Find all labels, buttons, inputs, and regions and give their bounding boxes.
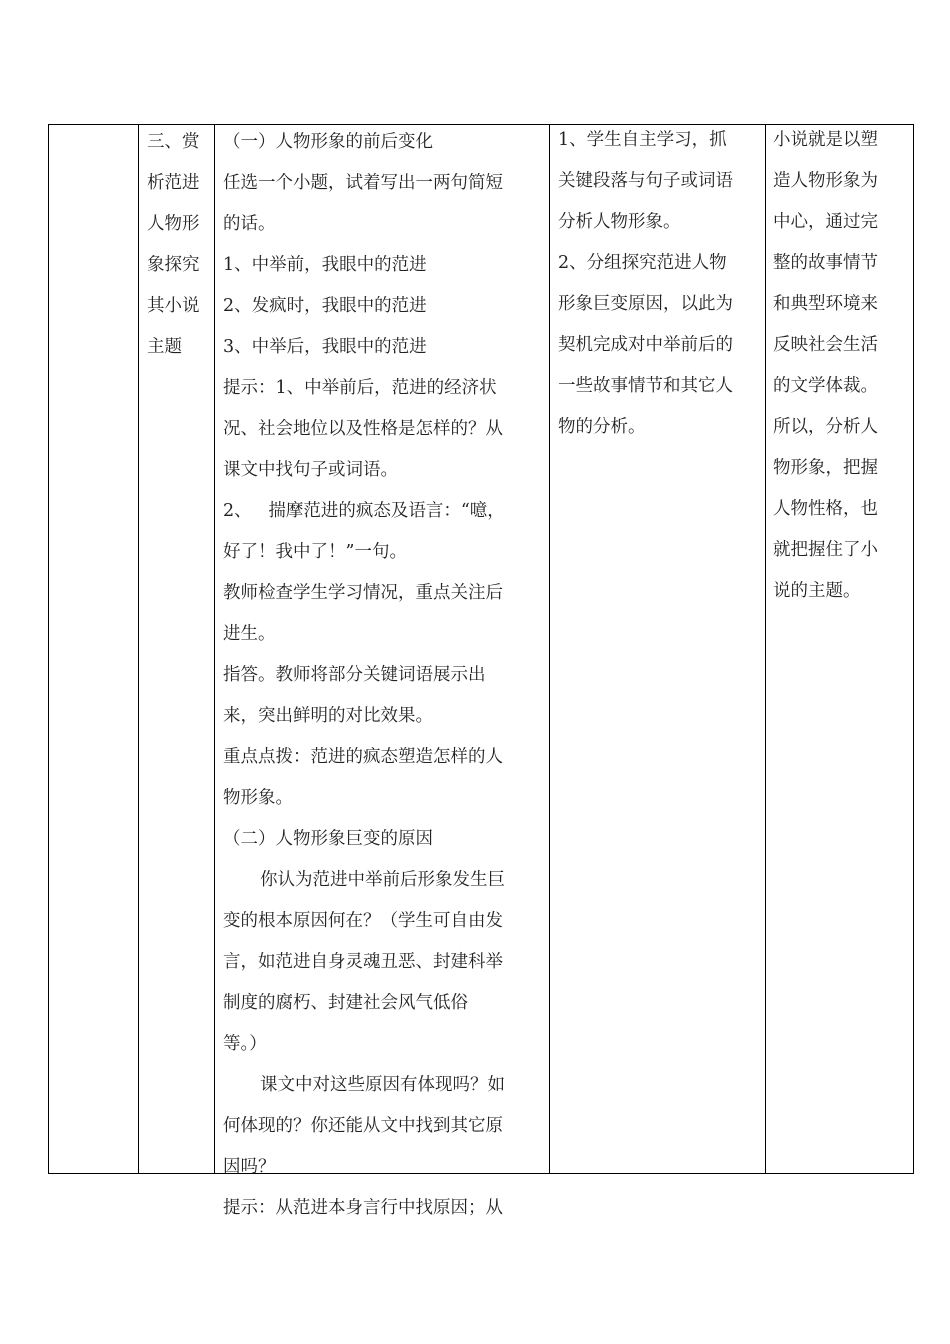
intent-line: 物形象，把握 <box>773 458 878 478</box>
teacher-line: 你认为范进中举前后形象发生巨 <box>260 870 505 890</box>
stage-line: 主题 <box>147 337 182 357</box>
column-divider <box>765 125 766 1173</box>
teacher-line: 等。） <box>223 1034 267 1054</box>
teacher-line: 提示：1、中举前后，范进的经济状 <box>223 378 497 398</box>
student-line: 1、学生自主学习，抓 <box>558 130 727 150</box>
stage-line: 其小说 <box>147 296 200 316</box>
intent-line: 和典型环境来 <box>773 294 878 314</box>
teacher-line: 制度的腐朽、封建社会风气低俗 <box>223 993 468 1013</box>
intent-line: 所以，分析人 <box>773 417 878 437</box>
teacher-activity-cell <box>223 122 543 1218</box>
teacher-line: 言，如范进自身灵魂丑恶、封建科举 <box>223 952 503 972</box>
student-line: 关键段落与句子或词语 <box>558 171 733 191</box>
teacher-line: （一）人物形象的前后变化 <box>223 132 433 152</box>
column-divider <box>549 125 550 1173</box>
teacher-line: （二）人物形象巨变的原因 <box>223 829 433 849</box>
stage-line: 三、赏 <box>147 132 200 152</box>
teacher-line: 2、发疯时，我眼中的范进 <box>223 296 427 316</box>
column-divider <box>214 125 215 1173</box>
teacher-line: 的话。 <box>223 214 276 234</box>
teacher-line: 来，突出鲜明的对比效果。 <box>223 706 433 726</box>
stage-line: 析范进 <box>147 173 200 193</box>
teacher-line: 教师检查学生学习情况，重点关注后 <box>223 583 503 603</box>
teacher-line: 提示：从范进本身言行中找原因；从 <box>223 1198 503 1218</box>
intent-line: 反映社会生活 <box>773 335 878 355</box>
student-line: 形象巨变原因，以此为 <box>558 294 733 314</box>
teacher-line: 3、中举后，我眼中的范进 <box>223 337 427 357</box>
intent-line: 整的故事情节 <box>773 253 878 273</box>
stage-cell <box>147 122 209 1173</box>
stage-line: 人物形 <box>147 214 200 234</box>
teacher-line: 课文中找句子或词语。 <box>223 460 398 480</box>
student-activity-cell <box>558 120 763 1173</box>
student-line: 契机完成对中举前后的 <box>558 335 733 355</box>
teacher-line: 好了！我中了！”一句。 <box>223 542 407 562</box>
column-divider <box>138 125 139 1173</box>
teacher-line: 2、 揣摩范进的疯态及语言：“噫， <box>223 501 505 521</box>
teacher-line: 指答。教师将部分关键词语展示出 <box>223 665 486 685</box>
teacher-line: 1、中举前，我眼中的范进 <box>223 255 427 275</box>
teacher-line: 进生。 <box>223 624 276 644</box>
student-line: 分析人物形象。 <box>558 212 681 232</box>
intent-line: 说的主题。 <box>773 581 861 601</box>
intent-line: 就把握住了小 <box>773 540 878 560</box>
intent-line: 造人物形象为 <box>773 171 878 191</box>
teacher-line: 因吗？ <box>223 1157 276 1177</box>
student-line: 一些故事情节和其它人 <box>558 376 733 396</box>
empty-cell <box>49 125 138 1173</box>
stage-line: 象探究 <box>147 255 200 275</box>
intent-line: 中心，通过完 <box>773 212 878 232</box>
student-line: 2、分组探究范进人物 <box>558 253 727 273</box>
student-line: 物的分析。 <box>558 417 646 437</box>
teacher-line: 重点点拨：范进的疯态塑造怎样的人 <box>223 747 503 767</box>
teacher-line: 况、社会地位以及性格是怎样的？从 <box>223 419 503 439</box>
teacher-line: 任选一个小题，试着写出一两句简短 <box>223 173 503 193</box>
intent-line: 的文学体裁。 <box>773 376 878 396</box>
teacher-line: 物形象。 <box>223 788 293 808</box>
lesson-plan-table <box>48 124 914 1218</box>
teacher-line: 何体现的？你还能从文中找到其它原 <box>223 1116 503 1136</box>
teacher-line: 课文中对这些原因有体现吗？如 <box>260 1075 505 1095</box>
design-intent-cell <box>773 120 913 1173</box>
intent-line: 人物性格，也 <box>773 499 878 519</box>
teacher-line: 变的根本原因何在？（学生可自由发 <box>223 911 503 931</box>
intent-line: 小说就是以塑 <box>773 130 878 150</box>
